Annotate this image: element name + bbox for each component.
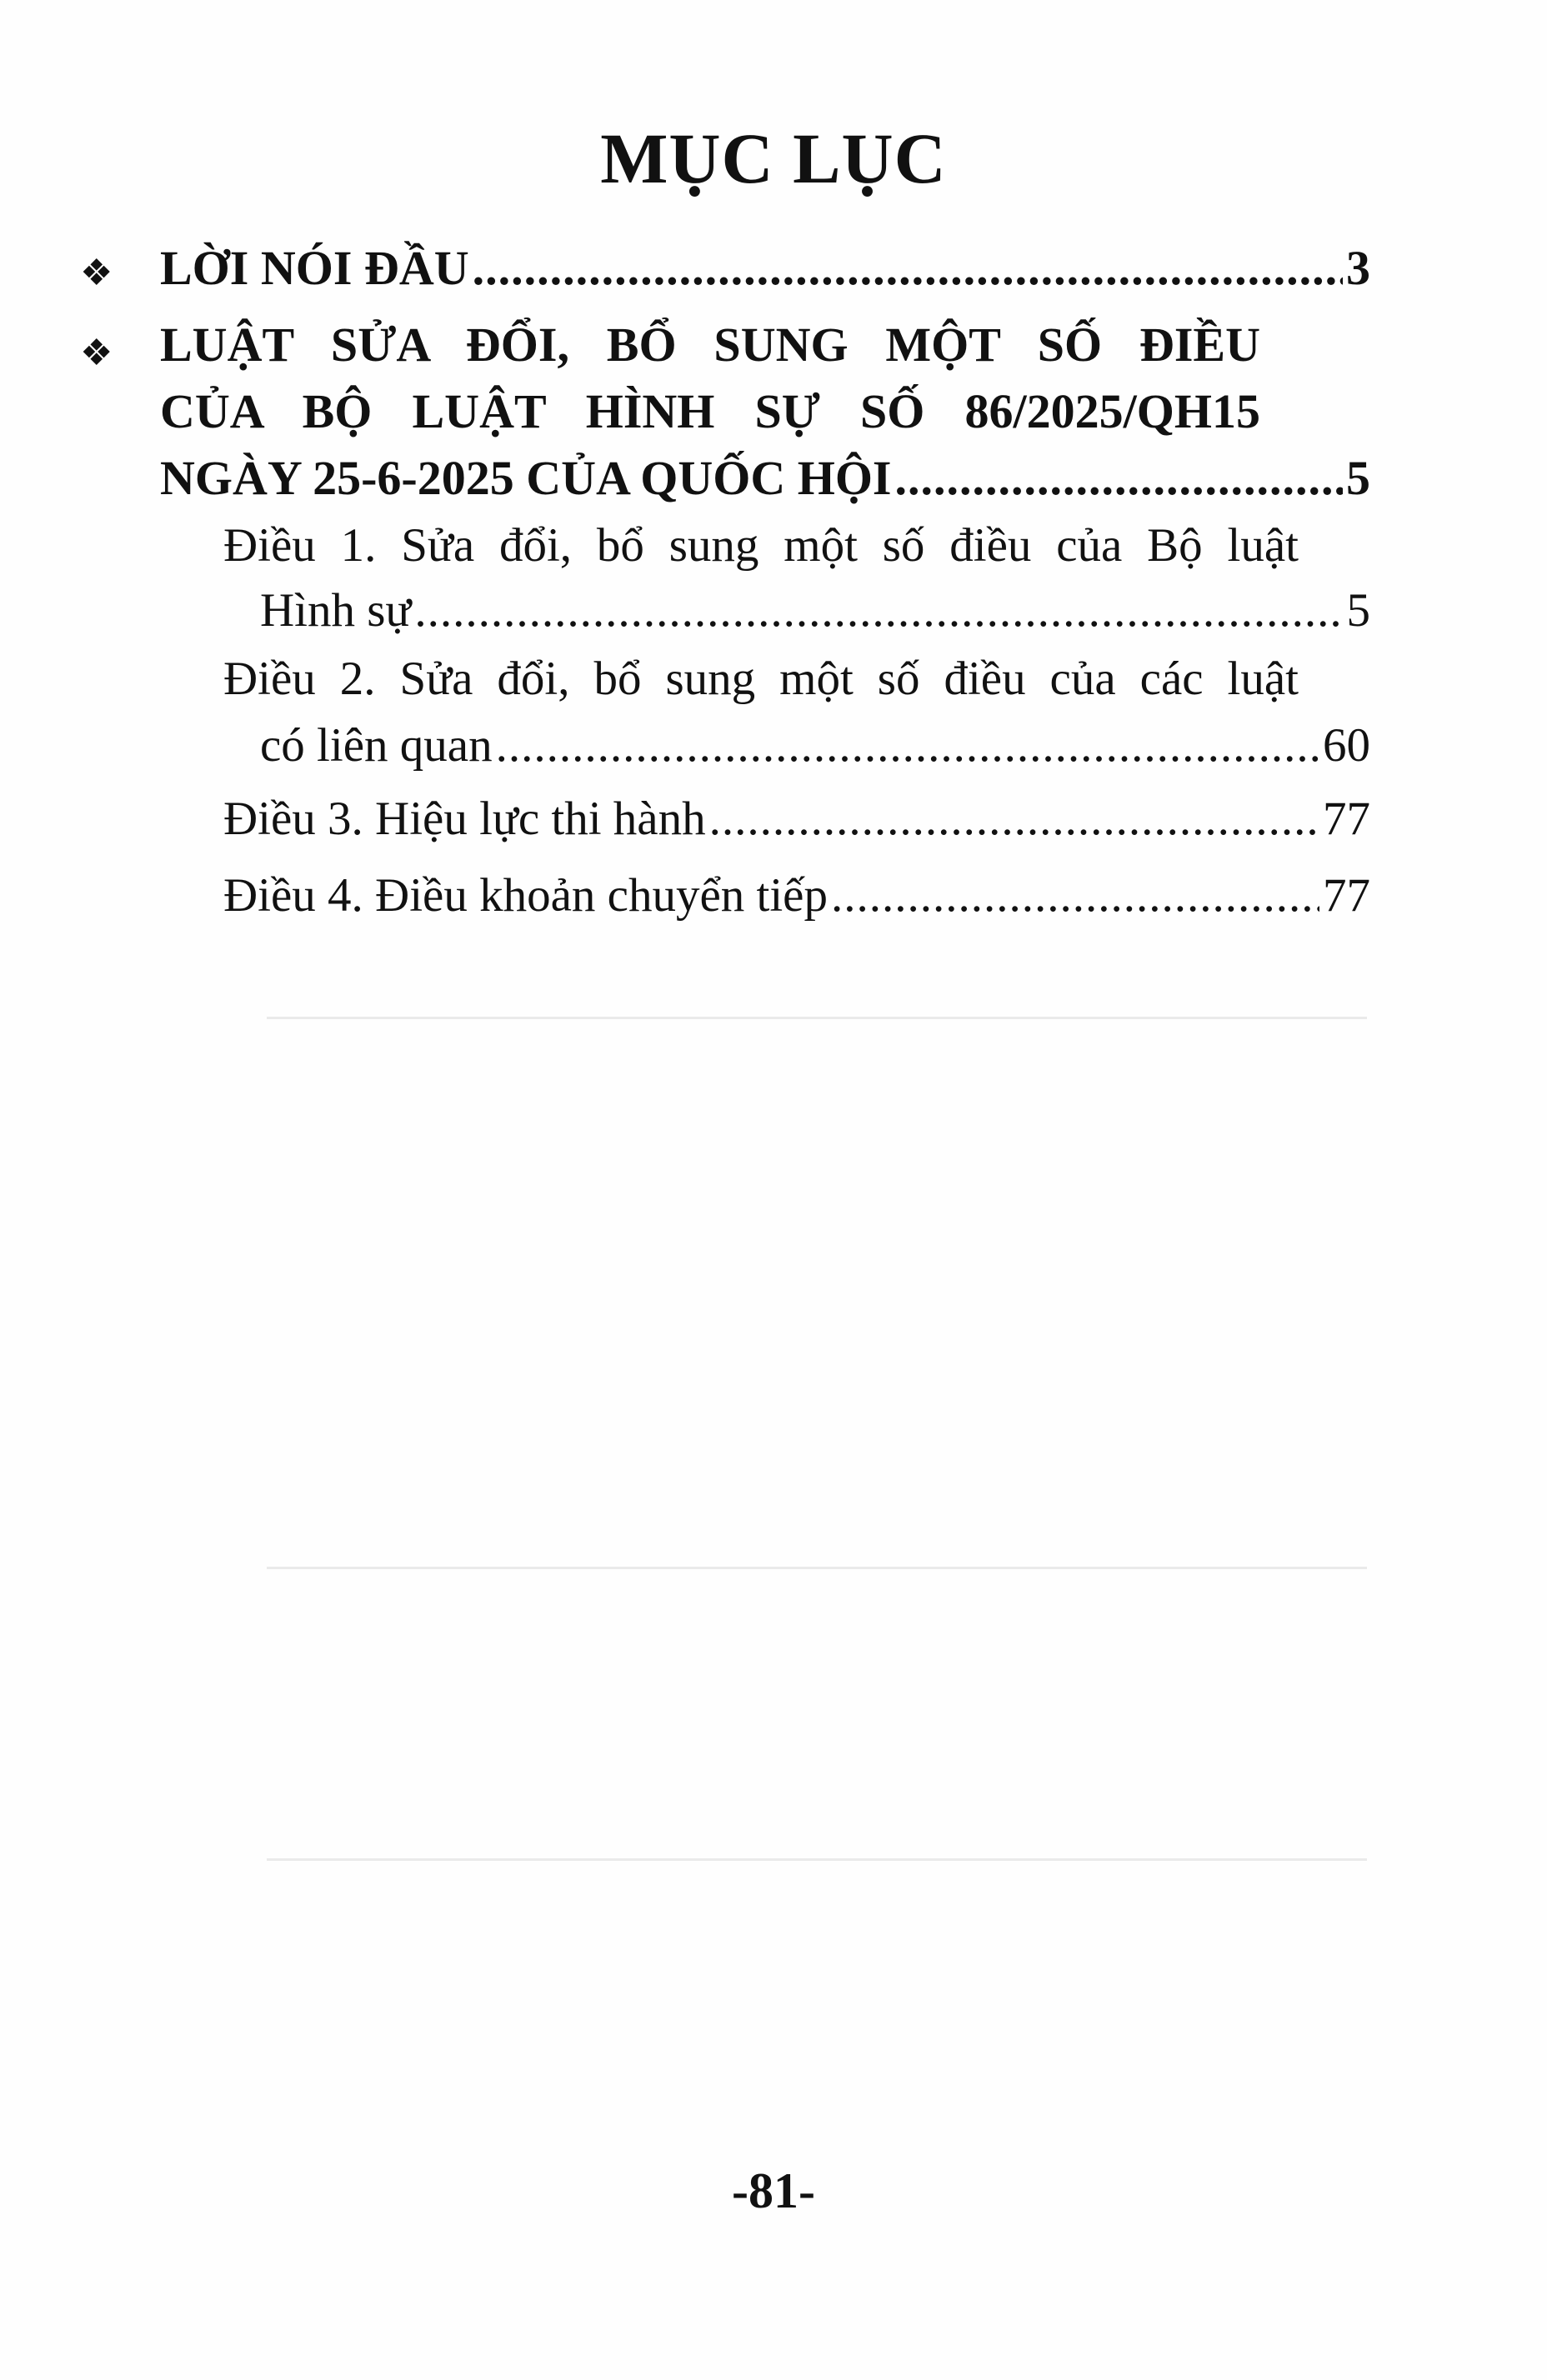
toc-entry-article-1[interactable] [260,583,1370,638]
page-title: MỤC LỤC [600,118,947,198]
toc-page-number: 5 [1346,584,1370,637]
toc-entry-title: Hình sự [260,584,412,637]
dot-leader [414,583,1343,638]
toc-entry-article-4[interactable] [223,868,1370,922]
page-number: -81- [732,2163,815,2218]
toc-page-number: 3 [1346,241,1370,295]
toc-entry-article-2-line-1[interactable]: Điều 2. Sửa đổi, bổ sung một số điều của các luật [223,652,1299,705]
toc-entry-law[interactable] [160,450,1370,506]
dot-leader [709,792,1319,846]
dot-leader [831,868,1319,922]
dot-leader [496,718,1319,772]
toc-page-number: 77 [1323,792,1370,845]
dot-leader [895,450,1343,506]
toc-entry-law-title-line-2[interactable]: CỦA BỘ LUẬT HÌNH SỰ SỐ 86/2025/QH15 [160,384,1260,438]
toc-entry-title: có liên quan [260,719,493,772]
toc-entry-article-2[interactable] [260,718,1370,772]
toc-entry-title: NGÀY 25-6-2025 CỦA QUỐC HỘI [160,451,892,505]
toc-entry-title: Điều 4. Điều khoản chuyển tiếp [223,869,828,922]
toc-entry-title: Điều 3. Hiệu lực thi hành [223,792,706,845]
dot-leader [473,240,1343,296]
toc-entry-title: LỜI NÓI ĐẦU [160,241,469,295]
four-diamond-bullet-icon: ❖ [80,252,113,293]
toc-page-number: 77 [1323,869,1370,922]
toc-entry-preface[interactable] [160,240,1370,296]
toc-page-number: 5 [1346,451,1370,505]
toc-page-number: 60 [1323,719,1370,772]
toc-entry-article-3[interactable] [223,792,1370,846]
four-diamond-bullet-icon: ❖ [80,332,113,373]
toc-entry-article-1-line-1[interactable]: Điều 1. Sửa đổi, bổ sung một số điều của Bộ luật [223,519,1299,572]
toc-entry-law-title-line-1[interactable]: LUẬT SỬA ĐỔI, BỔ SUNG MỘT SỐ ĐIỀU [160,318,1260,372]
